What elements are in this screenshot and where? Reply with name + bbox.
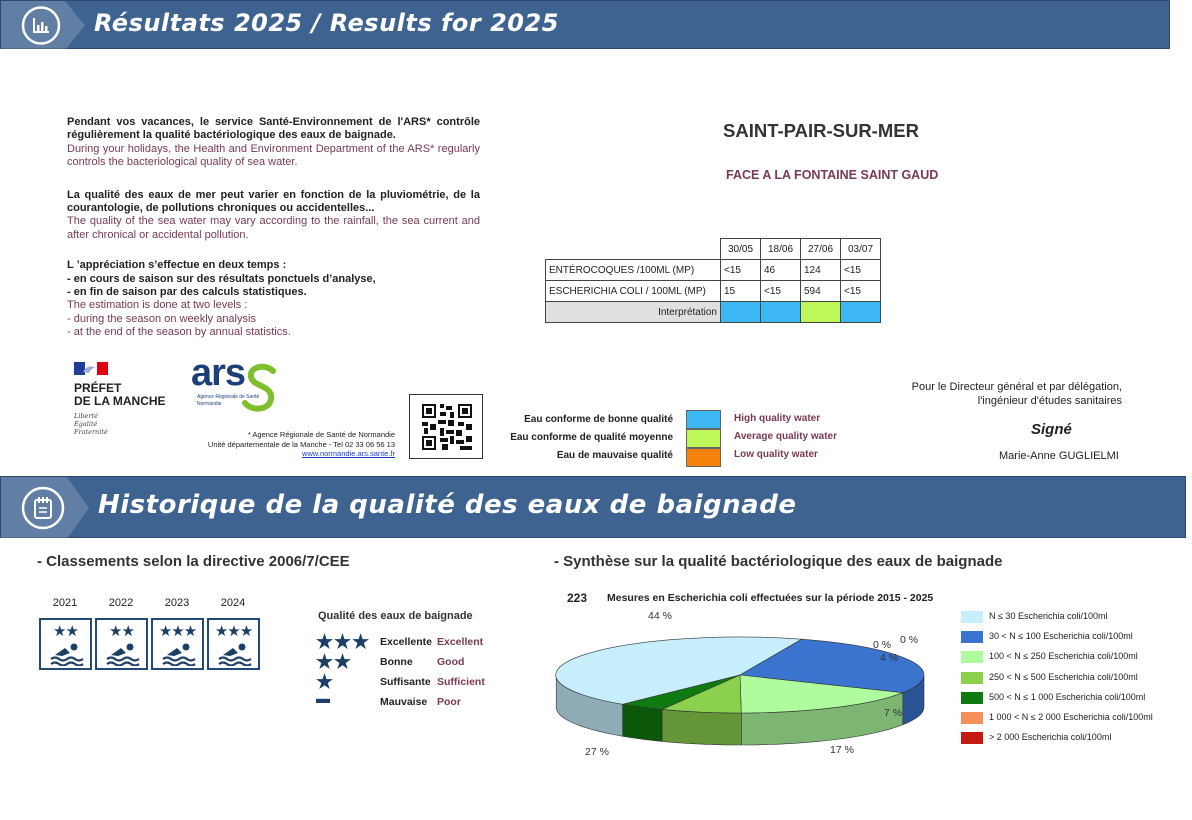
classement-stars: ★★ [53,623,78,640]
value-cell: 15 [721,281,761,302]
classement-box [151,618,204,670]
quality-en: Good [437,656,465,668]
pie-legend-swatch [961,692,983,704]
intro-p1-en: During your holidays, the Health and Environment Department of the ARS* regularly controls the bacteriological quality of sea water. [67,142,480,169]
results-header-row [546,239,881,260]
legend-fr: Eau de mauvaise qualité [556,450,673,461]
classement-box [39,618,92,670]
classement-box [95,618,148,670]
legend-swatch [686,429,721,448]
history-title: Historique de la qualité des eaux de baignade [98,490,797,520]
qr-code-icon [422,404,472,450]
ars-sub2: Normandie [197,401,222,407]
notepad-icon [33,496,53,520]
quality-fr: Excellente [380,636,432,648]
pie-legend-swatch [961,651,983,663]
quality-legend-title: Qualité des eaux de baignade [318,610,473,622]
legend-fr: Eau conforme de qualité moyenne [510,432,673,443]
year-label: 2021 [52,597,78,609]
pie-legend-label: 30 < N ≤ 100 Escherichia coli/100ml [989,631,1133,642]
pie-legend-label: 250 < N ≤ 500 Escherichia coli/100ml [989,671,1138,682]
intro-p3-fr-l2: - en fin de saison par des calculs statistiques. [67,286,307,299]
signature-block [880,380,1122,408]
legend-en: Low quality water [734,449,818,460]
signature-line2: l'ingénieur d'études sanitaires [977,395,1122,407]
synthese-title: - Synthèse sur la qualité bactériologique des eaux de baignade [554,553,1003,570]
prefet-line1: PRÉFET [74,381,122,395]
pie-percent-label: 44 % [648,610,672,622]
pie-slice-side [662,709,741,745]
swimmer-icon [217,642,253,666]
marianne-icon [74,362,108,375]
value-cell: 46 [761,260,801,281]
interpretation-row [546,302,881,323]
pie-percent-label: 4 % [880,652,899,664]
swimmer-icon [161,642,197,666]
year-label: 2024 [220,597,246,609]
value-cell: 594 [801,281,841,302]
value-cell: <15 [841,260,881,281]
intro-p3-en-l1: - during the season on weekly analysis [67,312,256,325]
classement-box [207,618,260,670]
signature-line1: Pour le Directeur général et par délégation, [911,381,1122,393]
prefet-line2: DE LA MANCHE [74,394,166,408]
qr-code [409,394,483,459]
date-cell: 27/06 [801,239,841,260]
results-banner [0,0,1170,49]
motto-1: Liberté [74,412,98,420]
quality-stars: ★ [316,672,335,693]
quality-stars: ▬ [316,690,331,706]
ars-logo [191,352,291,418]
intro-p3-en-l2: - at the end of the season by annual statistics. [67,326,291,339]
table-row [546,260,881,281]
classement-stars: ★★★ [214,623,253,640]
legend-fr: Eau conforme de bonne qualité [524,414,673,425]
ars-wordmark: ars [191,352,246,394]
quality-en: Poor [437,696,461,708]
pie-legend-label: 100 < N ≤ 250 Escherichia coli/100ml [989,651,1138,662]
legend-swatch [686,410,721,429]
legend-en: Average quality water [734,431,838,442]
year-label: 2022 [108,597,134,609]
pie-percent-label: 17 % [830,744,854,756]
quality-en: Excellent [437,636,484,648]
measure-count: 223 [567,591,588,605]
interpretation-cell [761,302,801,323]
ars-sub1: Agence Régionale de Santé [197,394,260,400]
row-label: ENTÉROCOQUES /100ML (MP) [546,260,721,281]
legend-swatch [686,448,721,467]
legend-en: High quality water [734,413,821,424]
value-cell: <15 [721,260,761,281]
interpretation-cell [801,302,841,323]
swimmer-icon [49,642,85,666]
pie-legend-label: 500 < N ≤ 1 000 Escherichia coli/100ml [989,691,1146,702]
agency-line2: Unité départementale de la Manche - Tel 02 33 06 56 13 [207,439,395,449]
intro-block [67,116,480,340]
pie-slice-side [623,704,662,741]
chart-subtitle: Mesures en Escherichia coli effectuées sur la période 2015 - 2025 [607,592,934,604]
pie-legend-swatch [961,732,983,744]
ars-swoosh-icon [241,363,279,415]
pie-legend-swatch [961,712,983,724]
value-cell: <15 [841,281,881,302]
motto-2: Égalité [74,420,98,428]
date-cell: 30/05 [721,239,761,260]
classement-stars: ★★★ [158,623,197,640]
intro-p3-fr-title: L ’appréciation s’effectue en deux temps : [67,259,287,272]
row-label: ESCHERICHIA COLI / 100ML (MP) [546,281,721,302]
classement-stars: ★★ [109,623,134,640]
interpretation-cell [841,302,881,323]
date-cell: 18/06 [761,239,801,260]
agency-info [150,430,395,459]
site-point: FACE A LA FONTAINE SAINT GAUD [726,168,939,182]
pie-legend-label: 1 000 < N ≤ 2 000 Escherichia coli/100ml [989,712,1153,722]
pie-percent-label: 7 % [884,707,903,719]
quality-fr: Bonne [380,656,413,668]
pie-percent-label: 27 % [585,746,609,758]
bar-chart-icon [30,14,52,36]
signature-name: Marie-Anne GUGLIELMI [999,450,1119,462]
agency-link[interactable]: www.normandie.ars.sante.fr [302,449,395,458]
table-row [546,281,881,302]
value-cell: 124 [801,260,841,281]
quality-stars: ★★★ [316,632,371,653]
intro-p2-en: The quality of the sea water may vary according to the rainfall, the sea current and after chronical or accidental pollution. [67,215,480,241]
quality-fr: Mauvaise [380,696,428,708]
results-title: Résultats 2025 / Results for 2025 [94,9,559,37]
date-cell: 03/07 [841,239,881,260]
signature-signed: Signé [1031,421,1072,438]
site-name: SAINT-PAIR-SUR-MER [723,120,919,141]
intro-p1-fr: Pendant vos vacances, le service Santé-Environnement de l'ARS* contrôle régulièrement la qualité bactériologique des eaux de baignade. [67,116,480,142]
value-cell: <15 [761,281,801,302]
intro-p3-en-title: The estimation is done at two levels : [67,299,248,312]
quality-stars: ★★ [316,652,353,673]
year-label: 2023 [164,597,190,609]
pie-percent-label: 0 % [900,634,919,646]
pie-legend-label: N ≤ 30 Escherichia coli/100ml [989,611,1108,621]
history-banner [0,476,1186,538]
motto-3: Fraternité [74,428,108,436]
interpretation-cell [721,302,761,323]
intro-p2-fr: La qualité des eaux de mer peut varier en fonction de la pluviométrie, de la courantologie, de pollutions chroniques ou accidentelles... [67,188,480,215]
agency-line1: * Agence Régionale de Santé de Normandie [247,430,395,439]
classements-title: - Classements selon la directive 2006/7/CEE [37,553,350,570]
intro-p3-fr-l1: - en cours de saison sur des résultats ponctuels d’analyse, [67,272,376,285]
pie-legend-swatch [961,672,983,684]
swimmer-icon [105,642,141,666]
pie-legend-swatch [961,631,983,643]
prefet-logo [74,362,184,436]
pie-legend-swatch [961,611,983,623]
pie-percent-label: 0 % [873,639,892,651]
quality-en: Sufficient [437,676,485,688]
quality-fr: Suffisante [380,676,431,688]
pie-legend-label: > 2 000 Escherichia coli/100ml [989,732,1112,743]
interpretation-label: Interprétation [546,302,721,323]
results-table [545,238,881,323]
